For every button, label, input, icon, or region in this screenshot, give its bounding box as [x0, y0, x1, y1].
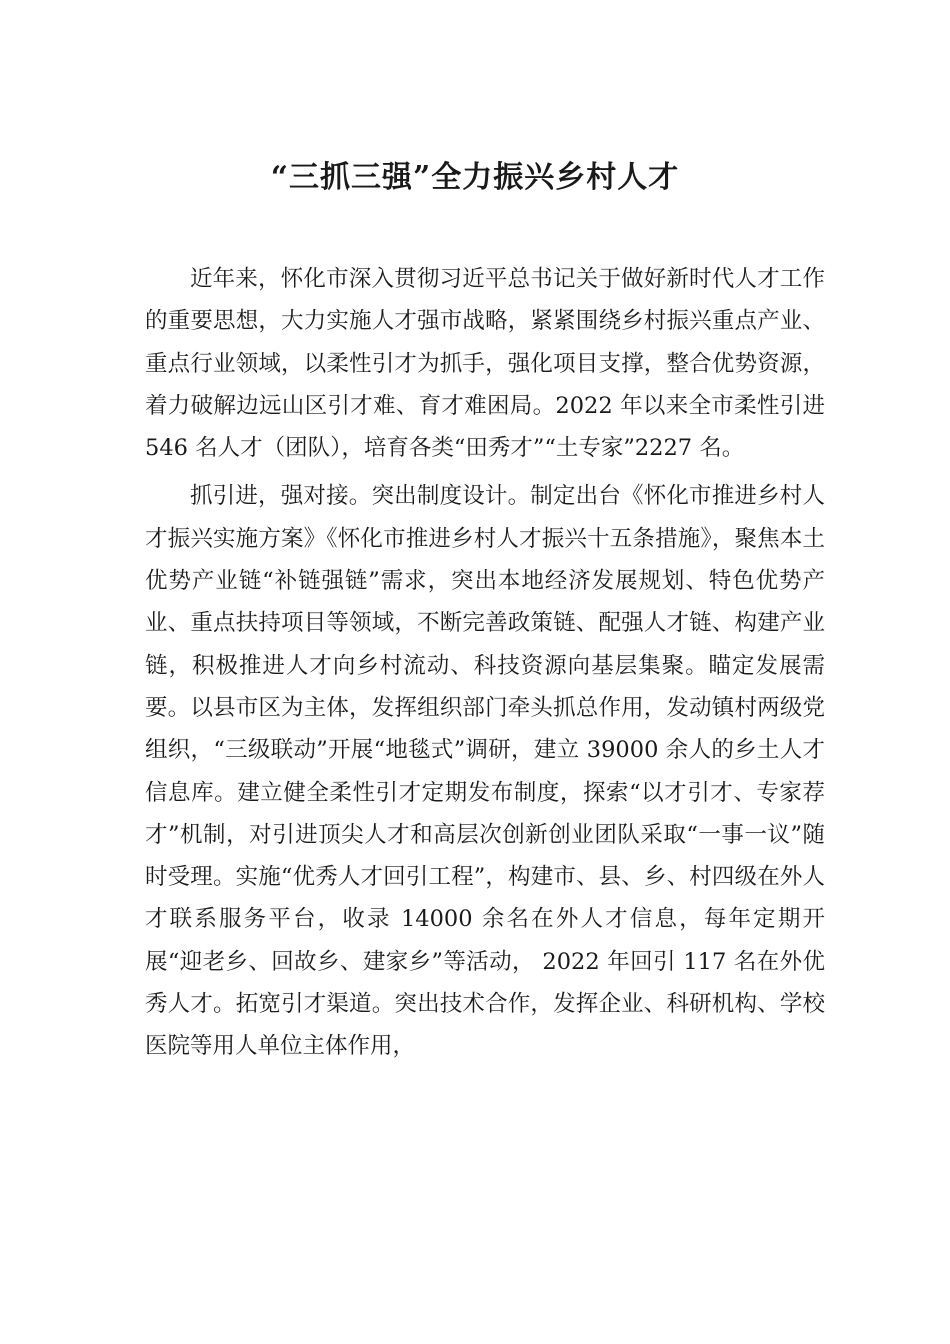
paragraph-recruitment: 抓引进，强对接。突出制度设计。制定出台《怀化市推进乡村人才振兴实施方案》《怀化市推进乡村人才振兴十五条措施》，聚焦本土优势产业链“补链强链”需求，突出本地经济发展规划、特色优势产业、重点扶持项目等领域，不断完善政策链、配强人才链、构建产业链，积极推进人才向乡村流动、科技资源向基层集聚。瞄定发展需要。以县市区为主体，发挥组织部门牵头抓总作用，发动镇村两级党组织，“三级联动”开展“地毯式”调研，建立 39000 余人的乡土人才信息库。建立健全柔性引才定期发布制度，探索“以才引才、专家荐才”机制，对引进顶尖人才和高层次创新创业团队采取“一事一议”随时受理。实施“优秀人才回引工程”，构建市、县、乡、村四级在外人才联系服务平台，收录 14000 余名在外人才信息，每年定期开展“迎老乡、回故乡、建家乡”等活动， 2022 年回引 117 名在外优秀人才。拓宽引才渠道。突出技术合作，发挥企业、科研机构、学校医院等用人单位主体作用，	[145, 483, 825, 1060]
paragraph-intro: 近年来，怀化市深入贯彻习近平总书记关于做好新时代人才工作的重要思想，大力实施人才强市战略，紧紧围绕乡村振兴重点产业、重点行业领域，以柔性引才为抓手，强化项目支撑，整合优势资源，着力破解边远山区引才难、育才难困局。2022 年以来全市柔性引进 546 名人才（团队），培育各类“田秀才”“土专家”2227 名。	[145, 266, 825, 462]
document-body	[145, 258, 825, 1074]
document-title: “三抓三强”全力振兴乡村人才	[270, 160, 680, 195]
